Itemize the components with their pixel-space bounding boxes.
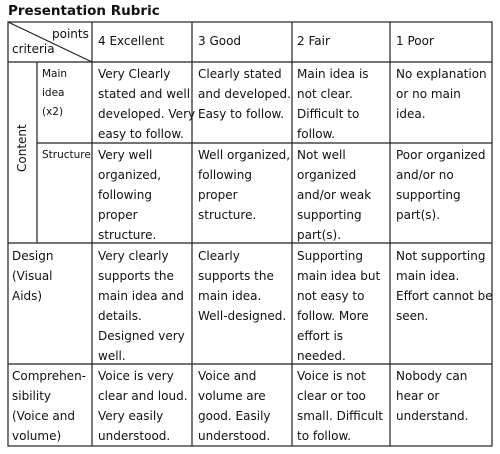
table-cell: Clearly supports the main idea. Well-designed. xyxy=(198,249,287,323)
level-1-header: 1 Poor xyxy=(396,34,434,48)
table-cell: Well organized, following proper structure. xyxy=(198,148,291,222)
table-cell: Very Clearly stated and well developed. Very easy to follow. xyxy=(98,67,196,141)
table-cell: Clearly stated and developed. Easy to follow. xyxy=(198,67,291,121)
table-cell: Voice is not clear or too small. Difficult to follow. xyxy=(297,369,384,443)
points-label: points xyxy=(52,27,89,41)
table-cell: Not well organized and/or weak supporting part(s). xyxy=(297,148,372,242)
content-group-label: Content xyxy=(15,124,29,172)
level-2-header: 2 Fair xyxy=(297,34,330,48)
level-4-header: 4 Excellent xyxy=(98,34,165,48)
table-cell: Very clearly supports the main idea and details. Designed very well. xyxy=(98,249,185,363)
page-title: Presentation Rubric xyxy=(8,3,160,19)
table-cell: Supporting main idea but not easy to follow. More effort is needed. xyxy=(297,249,381,363)
table-cell: Very well organized, following proper structure. xyxy=(98,148,162,242)
table-cell: Main idea is not clear. Difficult to follow. xyxy=(297,67,369,141)
table-cell: Not supporting main idea. Effort cannot be seen. xyxy=(396,249,493,323)
level-3-header: 3 Good xyxy=(198,34,242,48)
row-label-structure: Structure xyxy=(42,149,91,161)
criteria-label: criteria xyxy=(12,42,55,56)
table-cell: Poor organized and/or no supporting part(s). xyxy=(396,148,486,222)
table-cell: No explanation or no main idea. xyxy=(396,67,487,121)
row-label-design: Design (Visual Aids) xyxy=(12,249,54,303)
row-label-comprehensibility: Comprehen- sibility (Voice and volume) xyxy=(12,369,87,443)
table-cell: Nobody can hear or understand. xyxy=(396,369,469,423)
row-label-main-idea: Main idea (x2) xyxy=(42,68,68,118)
table-cell: Voice is very clear and loud. Very easily understood. xyxy=(98,369,188,443)
table-cell: Voice and volume are good. Easily understood. xyxy=(198,369,271,443)
